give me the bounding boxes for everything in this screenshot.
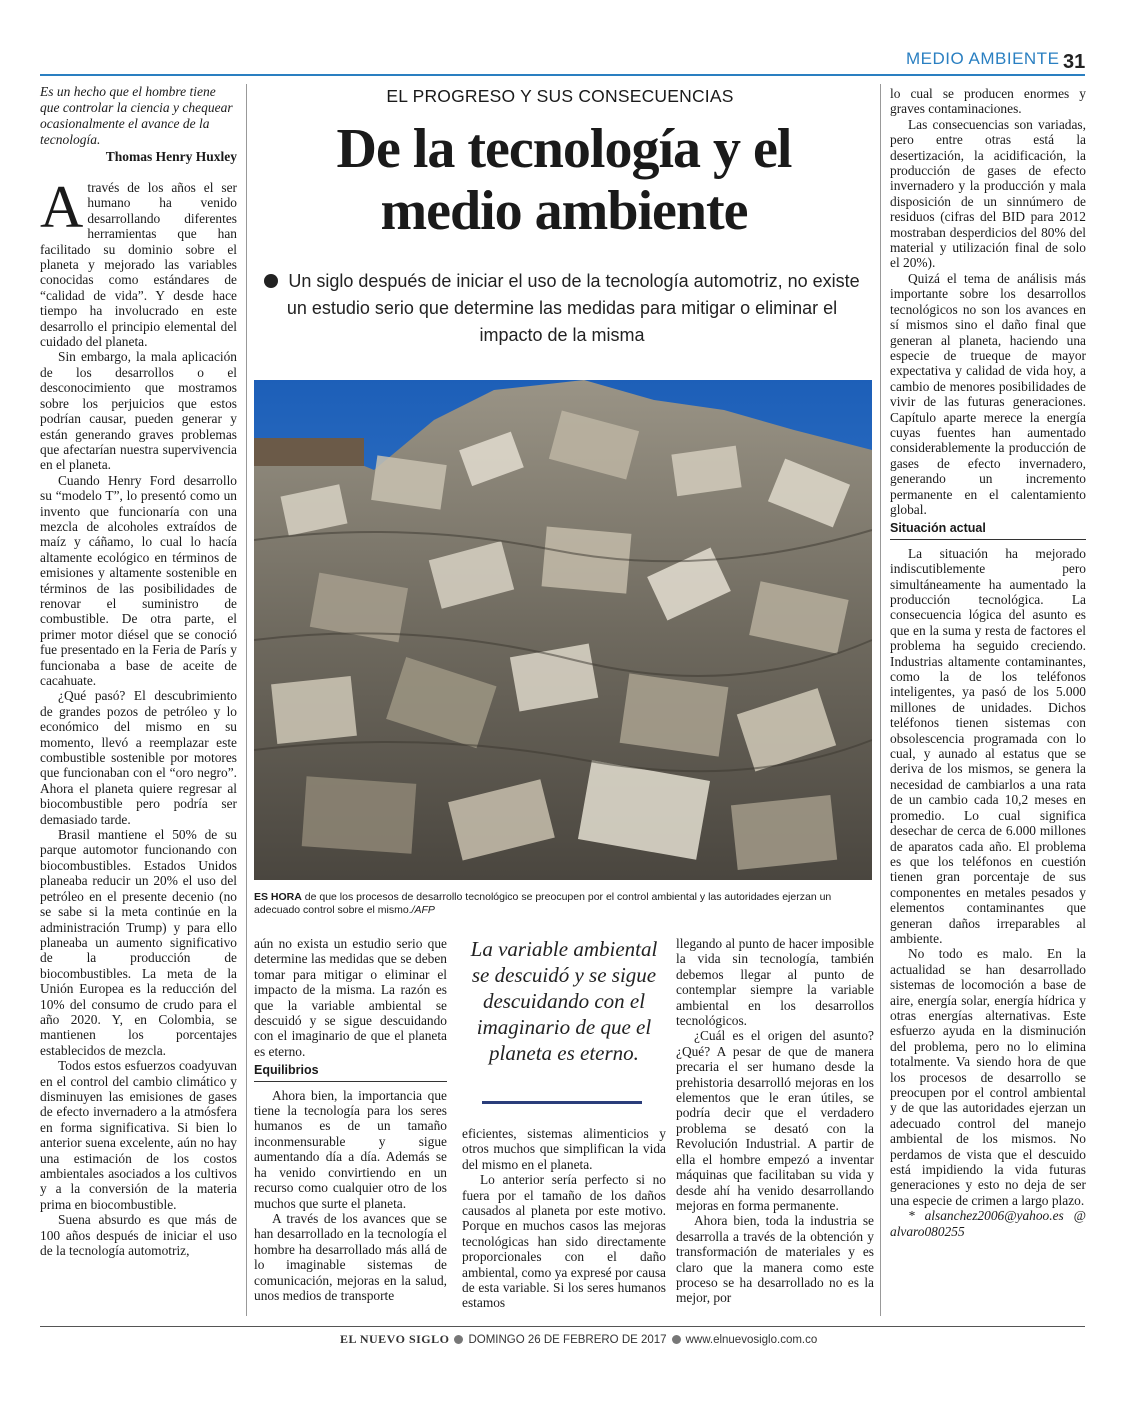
pull-quote: La variable ambiental se descuidó y se sigue descuidando con el imaginario de que el planeta es eterno. xyxy=(470,937,658,1065)
paragraph: No todo es malo. En la actualidad se han desarrollado sistemas de locomoción a base de aire, energía solar, energía hídrica y otras energías alternativas. Este esfuerzo ayuda en la disminución del problema, pero no lo elimina totalmente. Va siendo hora de que los procesos de desarrollo se preocupen por el control ambiental y de que las autoridades ejerzan un adecuado control del manejo ambiental de los mismos. No perdamos de vista que el descuido está impidiendo la vida futuras generaciones y esto no deja de ser una especie de crimen a largo plazo. xyxy=(890,946,1086,1208)
footer-rule xyxy=(40,1326,1085,1327)
paragraph: eficientes, sistemas alimenticios y otros muchos que simplifican la vida del mismo en el planeta. xyxy=(462,1126,666,1172)
headline-line: De la tecnología y el xyxy=(336,118,792,180)
article-kicker: EL PROGRESO Y SUS CONSECUENCIAS xyxy=(386,86,734,106)
page-number: 31 xyxy=(1063,51,1086,73)
paragraph: Brasil mantiene el 50% de su parque automotor funcionando con biocombustibles. Estados Unidos planeaba reducir un 20% el uso del petróleo en el presente decenio (no se sabe si la meta continúe en la administración Trump) y para ello planeaba un aumento significativo de la producción de biocombustibles. La meta de la Unión Europea es la reducción del 10% del consumo de crudo para el año 2020. Y, en Colombia, se mantienen los porcentajes establecidos de mezcla. xyxy=(40,827,237,1058)
paragraph: La situación ha mejorado indiscutiblemente pero simultáneamente ha aumentado la producción tecnológica. La consecuencia lógica del asunto es que en la suma y resta de factores el problema ha seguido creciendo. Industrias altamente contaminantes, como la de los teléfonos inteligentes, ya pasó de los 5.000 millones de unidades. Dichos teléfonos tienen sistemas con obsolescencia programada con lo cual, y aunado al estatus que se deriva de los mismos, se genera la necesidad de cambiarlos a una rata de un cambio cada 10,2 meses en promedio. Lo cual significa desechar de cerca de 6.000 millones de aparatos cada año. El problema es que los teléfonos en cuestión tienen gran porcentaje de sus componentes en metales pesados y elementos contaminantes que generan daños irreparables al ambiente. xyxy=(890,545,1086,946)
article-headline xyxy=(254,118,874,242)
epigraph-author: Thomas Henry Huxley xyxy=(105,149,237,164)
article-column-2 xyxy=(254,936,447,1303)
paragraph: Quizá el tema de análisis más importante sobre los desarrollos tecnológicos no son los avances en sí mismos sino el daño final que generan al planeta, haciendo una especie de trueque de mayor expectativa y calidad de vida hoy, a cambio de menores posibilidades de vivir de las futuras generaciones. Capítulo aparte merece la energía cuyas fuentes han aumentado considerablemente la producción de gases de efecto invernadero, generando un incremento permanente en el calentamiento global. xyxy=(890,270,1086,517)
article-column-1 xyxy=(40,174,237,1259)
headline-line: medio ambiente xyxy=(380,180,748,242)
paragraph: Sin embargo, la mala aplicación de los desarrollos o el desconocimiento que mostramos sobre los perjuicios que estos podrían causar, pueden generar y están generando graves problemas que afectarían nuestra supervivencia en el planeta. xyxy=(40,349,237,473)
newspaper-brand: EL NUEVO SIGLO xyxy=(340,1332,450,1346)
photo-credit: /AFP xyxy=(411,904,435,916)
article-photo xyxy=(254,380,872,880)
paragraph: lo cual se producen enormes y graves contaminaciones. xyxy=(890,86,1086,117)
article-column-5 xyxy=(890,86,1086,1239)
footer-url[interactable]: www.elnuevosiglo.com.co xyxy=(685,1334,818,1346)
column-divider xyxy=(880,84,881,1316)
epigraph-quote: Es un hecho que el hombre tiene que controlar la ciencia y chequear ocasionalmente el avance de la tecnología. xyxy=(40,84,233,147)
article-column-4 xyxy=(676,936,874,1306)
author-signature: * alsanchez2006@yahoo.es @ alvaro080255 xyxy=(890,1208,1086,1239)
header-rule xyxy=(40,74,1085,76)
subhead-equilibrios: Equilibrios xyxy=(254,1063,447,1081)
paragraph: Las consecuencias son variadas, pero entre otras está la desertización, la acidificación, la producción de gases de efecto invernadero y la producción y mala disposición de un sinnúmero de residuos (cifras del BID para 2012 mostraban desperdicios del 80% del material y utilización final de solo el 20%). xyxy=(890,116,1086,271)
footer-date: DOMINGO 26 DE FEBRERO DE 2017 xyxy=(468,1334,667,1346)
paragraph: ¿Qué pasó? El descubrimiento de grandes pozos de petróleo y lo económico del mismo en su momento, llevó a reemplazar este combustible sostenible por motores que funcionaban con el “oro negro”. Ahora el planeta quiere regresar al biocombustible pero podría ser demasiado tarde. xyxy=(40,688,237,827)
column-divider xyxy=(246,84,247,1316)
paragraph: Lo anterior sería perfecto si no fuera por el tamaño de los daños causados al planeta por este motivo. Porque en muchos casos las mejoras tecnológicas han sido directamente proporcionales con el daño ambiental, como ya expresé por causa de esta variable. Si los seres humanos estamos xyxy=(462,1172,666,1311)
caption-text: de que los procesos de desarrollo tecnológico se preocupen por el control ambiental y las autoridades ejerzan un adecuado control sobre el mismo. xyxy=(254,891,832,916)
pull-quote-rule xyxy=(482,1101,642,1104)
paragraph: Ahora bien, toda la industria se desarrolla a través de la obtención y transformación de materiales y es claro que la manera como este proceso se ha desarrollado no es la mejor, por xyxy=(676,1213,874,1306)
paragraph: Cuando Henry Ford desarrollo su “modelo T”, lo presentó como un invento que funcionaría con una mezcla de alcoholes extraídos de maíz y cáñamo, lo cual lo hacía altamente ecológico en términos de emisiones y altamente sostenible en términos de las posibilidades de renovar el suministro de combustible. De otra parte, el primer motor diésel que se conoció fue presentado en la Feria de París y funcionaba a base de aceite de cacahuate. xyxy=(40,472,237,688)
page-footer xyxy=(340,1332,940,1347)
paragraph: Ahora bien, la importancia que tiene la tecnología para los seres humanos es de un tamaño inconmensurable y sigue aumentando día a día. Además se ha venido convirtiendo en un recurso como cualquier otro de los muchos que surte el planeta. xyxy=(254,1087,447,1211)
caption-lead: ES HORA xyxy=(254,891,302,903)
paragraph: través de los años el ser humano ha venido desarrollando diferentes herramientas que han facilitado su dominio sobre el planeta y mejorado las variables conocidas como estándares de “calidad de vida”. Y desde hace tiempo ha involucrado en este desarrollo el principio elemental del cuidado del planeta. xyxy=(40,180,237,350)
paragraph: ¿Cuál es el origen del asunto? ¿Qué? A pesar de que de manera precaria el ser humano desde la prehistoria desarrolló mejoras en los elementos que le eran útiles, se podría decir que el verdadero problema se desató con la Revolución Industrial. A partir de ella el hombre empezó a inventar máquinas que facilitaban su vida y desde ahí ha venido desarrollando mejoras en forma permanente. xyxy=(676,1028,874,1213)
subhead-situacion-actual: Situación actual xyxy=(890,521,1086,539)
section-label: MEDIO AMBIENTE xyxy=(906,49,1060,68)
paragraph: aún no exista un estudio serio que determine las medidas que se deben tomar para mitigar o eliminar el impacto de la misma. La razón es que la variable ambiental se descuidó y se sigue descuidando con el imaginario de que el planeta es eterno. xyxy=(254,936,447,1059)
paragraph: A través de los avances que se han desarrollado en la tecnología el hombre ha desarrollado más allá de lo imaginable sistemas de comunicación, mejoras en la salud, unos medios de transporte xyxy=(254,1210,447,1303)
article-dek xyxy=(262,268,862,349)
drop-cap: A xyxy=(40,174,84,240)
dek-text: Un siglo después de iniciar el uso de la tecnología automotriz, no existe un estudio serio que determine las medidas para mitigar o eliminar el impacto de la misma xyxy=(286,271,860,345)
paragraph: Todos estos esfuerzos coadyuvan en el control del cambio climático y disminuyen las emisiones de gases de efecto invernadero a la atmósfera en forma significativa. Si bien lo anterior suena excelente, aún no hay una estimación de los costos ambientales asociados a los cultivos y a la conversión de la materia prima en biocombustible. xyxy=(40,1058,237,1212)
article-column-3 xyxy=(462,1126,666,1311)
dot-icon xyxy=(454,1335,463,1344)
dot-icon xyxy=(672,1335,681,1344)
paragraph: llegando al punto de hacer imposible la vida sin tecnología, también debemos llegar al punto de contemplar siempre la variable ambiental en los desarrollos tecnológicos. xyxy=(676,936,874,1029)
bullet-icon xyxy=(264,274,278,288)
paragraph: Suena absurdo es que más de 100 años después de iniciar el uso de la tecnología automotriz, xyxy=(40,1212,237,1259)
e-waste-pile-image xyxy=(254,380,872,880)
photo-caption xyxy=(254,891,874,917)
